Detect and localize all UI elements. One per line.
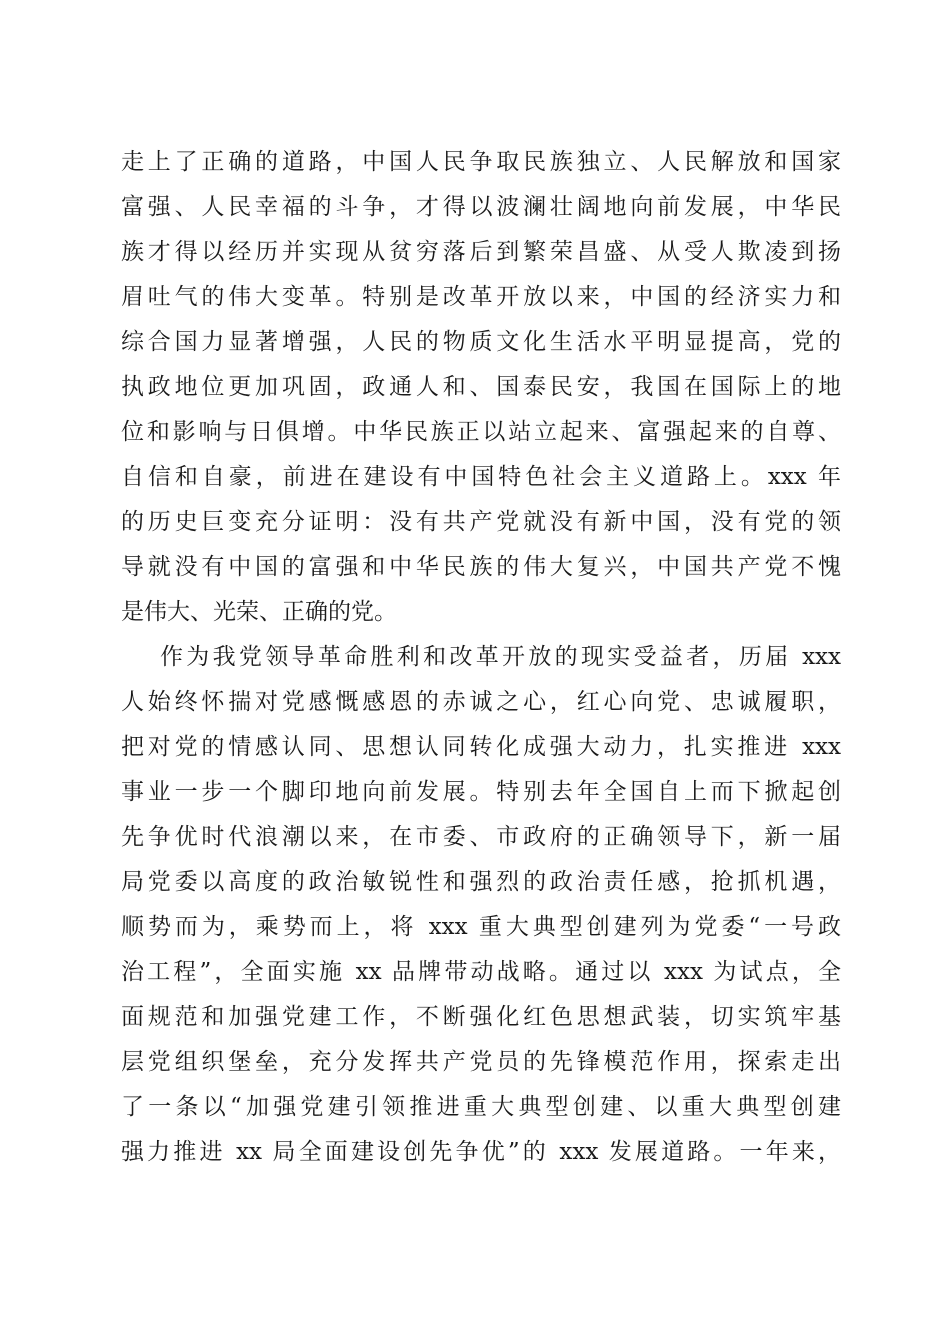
text-line: 执政地位更加巩固，政通人和、国泰民安，我国在国际上的地 — [121, 374, 841, 400]
text-line: 人始终怀揣对党感慨感恩的赤诚之心，红心向党、忠诚履职， — [121, 689, 841, 715]
text-line: 了一条以“加强党建引领推进重大典型创建、以重大典型创建 — [121, 1094, 841, 1120]
text-line: 强力推进 xx 局全面建设创先争优”的 xxx 发展道路。一年来， — [121, 1139, 841, 1165]
paragraph-2 — [121, 635, 841, 1175]
text-line: 治工程”，全面实施 xx 品牌带动战略。通过以 xxx 为试点，全 — [121, 959, 841, 985]
text-line: 层党组织堡垒，充分发挥共产党员的先锋模范作用，探索走出 — [121, 1049, 841, 1075]
text-line-first: 作为我党领导革命胜利和改革开放的现实受益者，历届 xxx — [160, 644, 841, 670]
text-line: 族才得以经历并实现从贫穷落后到繁荣昌盛、从受人欺凌到扬 — [121, 239, 841, 265]
text-line: 富强、人民幸福的斗争，才得以波澜壮阔地向前发展，中华民 — [121, 194, 841, 220]
text-line: 走上了正确的道路，中国人民争取民族独立、人民解放和国家 — [121, 149, 841, 175]
text-line: 面规范和加强党建工作，不断强化红色思想武装，切实筑牢基 — [121, 1004, 841, 1030]
paragraph-1 — [121, 140, 841, 635]
text-line: 把对党的情感认同、思想认同转化成强大动力，扎实推进 xxx — [121, 734, 841, 760]
text-line-last: 是伟大、光荣、正确的党。 — [121, 599, 397, 625]
text-line: 先争优时代浪潮以来，在市委、市政府的正确领导下，新一届 — [121, 824, 841, 850]
document-body — [121, 140, 841, 1175]
text-line: 综合国力显著增强，人民的物质文化生活水平明显提高，党的 — [121, 329, 841, 355]
text-line: 眉吐气的伟大变革。特别是改革开放以来，中国的经济实力和 — [121, 284, 841, 310]
text-line: 导就没有中国的富强和中华民族的伟大复兴，中国共产党不愧 — [121, 554, 841, 580]
text-line: 局党委以高度的政治敏锐性和强烈的政治责任感，抢抓机遇， — [121, 869, 841, 895]
text-line: 自信和自豪，前进在建设有中国特色社会主义道路上。xxx 年 — [121, 464, 841, 490]
text-line: 位和影响与日俱增。中华民族正以站立起来、富强起来的自尊、 — [121, 419, 841, 445]
text-line: 事业一步一个脚印地向前发展。特别去年全国自上而下掀起创 — [121, 779, 841, 805]
text-line: 的历史巨变充分证明：没有共产党就没有新中国，没有党的领 — [121, 509, 841, 535]
text-line: 顺势而为，乘势而上，将 xxx 重大典型创建列为党委“一号政 — [121, 914, 841, 940]
